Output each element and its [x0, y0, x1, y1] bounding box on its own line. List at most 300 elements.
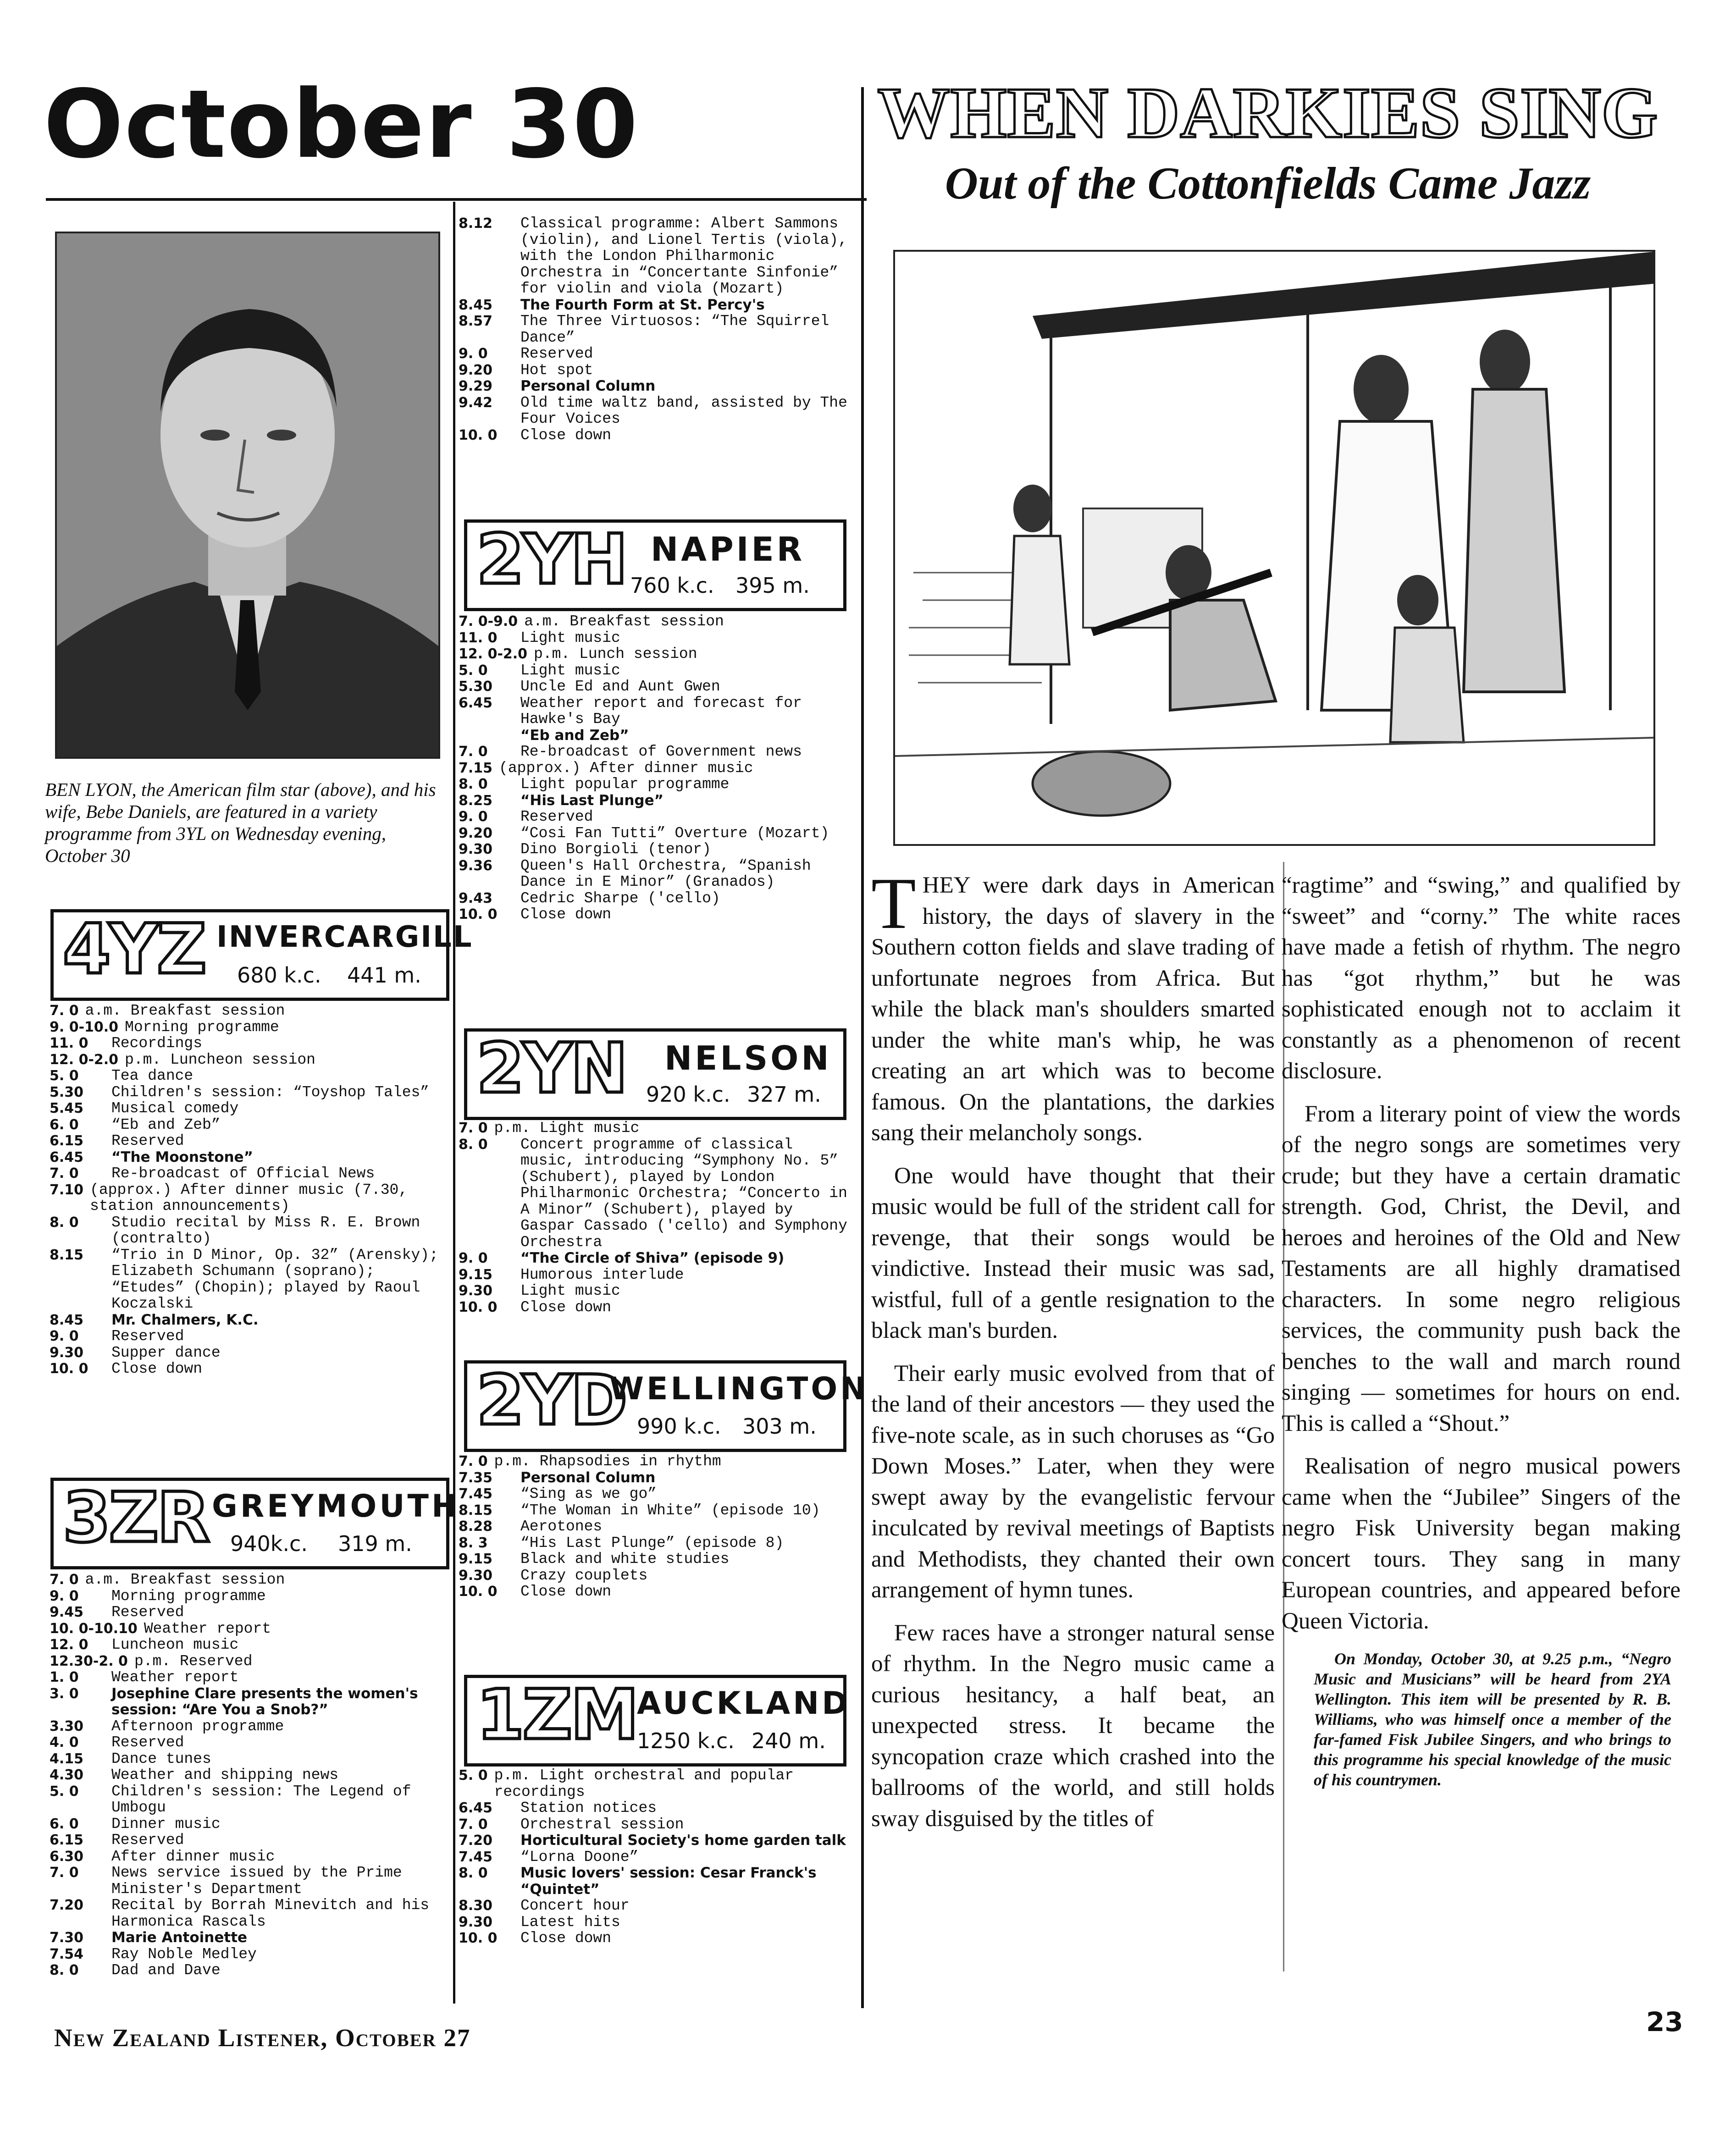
schedule-time: 7.10 — [50, 1181, 84, 1198]
schedule-time: 8.28 — [459, 1518, 493, 1535]
schedule-time: 5. 0 — [50, 1068, 79, 1084]
schedule-programme: Afternoon programme — [111, 1717, 284, 1735]
schedule-time: 9.30 — [459, 1567, 493, 1584]
schedule-time: 9. 0 — [459, 346, 488, 362]
schedule-programme: “The Woman in White” (episode 10) — [520, 1502, 820, 1519]
schedule-1zm — [459, 1767, 854, 1947]
station-call-sign: 2YN — [476, 1029, 626, 1109]
schedule-time: 8.12 — [459, 215, 493, 232]
schedule-time: 8. 3 — [459, 1535, 488, 1551]
schedule-row — [50, 1052, 443, 1068]
schedule-programme: Aerotones — [520, 1518, 603, 1535]
schedule-row — [459, 841, 854, 858]
schedule-row — [459, 1120, 854, 1137]
schedule-time — [459, 728, 520, 744]
schedule-programme: Station notices — [520, 1800, 657, 1816]
schedule-row — [50, 1133, 443, 1149]
station-frequency: 920 k.c. — [646, 1082, 730, 1107]
schedule-time: 9.36 — [459, 857, 493, 874]
date-heading: October 30 — [44, 70, 639, 179]
schedule-row — [459, 1833, 854, 1849]
schedule-programme: Dance tunes — [111, 1750, 211, 1767]
schedule-row — [50, 1604, 443, 1621]
schedule-row — [50, 1816, 443, 1833]
schedule-programme: Uncle Ed and Aunt Gwen — [520, 678, 720, 695]
schedule-time: 1. 0 — [50, 1669, 79, 1685]
schedule-time: 9.30 — [50, 1344, 84, 1361]
schedule-time: 7. 0 — [459, 744, 488, 760]
article-column-1 — [871, 862, 1275, 1846]
schedule-programme: Reserved — [520, 345, 593, 362]
schedule-row — [50, 1165, 443, 1182]
schedule-time: 12.30-2. 0 — [50, 1653, 128, 1669]
schedule-time: 9.30 — [459, 1914, 493, 1930]
schedule-programme: “Eb and Zeb” — [520, 727, 629, 744]
schedule-row — [459, 890, 854, 907]
schedule-programme: Close down — [520, 1298, 612, 1316]
schedule-row — [50, 1312, 443, 1329]
schedule-programme: Reserved — [111, 1734, 184, 1751]
schedule-programme: Light music — [520, 1282, 620, 1299]
schedule-row — [50, 1215, 443, 1247]
schedule-programme: “The Circle of Shiva” (episode 9) — [520, 1250, 785, 1266]
schedule-time: 4.30 — [50, 1767, 84, 1783]
schedule-time: 6.15 — [50, 1133, 84, 1149]
station-city: INVERCARGILL — [216, 920, 473, 954]
schedule-time: 7.45 — [459, 1849, 493, 1865]
schedule-2yd — [459, 1453, 854, 1600]
schedule-time: 7.45 — [459, 1486, 493, 1502]
schedule-programme: Weather report — [111, 1669, 239, 1686]
schedule-time: 9.15 — [459, 1266, 493, 1283]
station-frequency: 680 k.c. — [237, 963, 321, 988]
schedule-row — [50, 1100, 443, 1117]
schedule-time: 9.29 — [459, 378, 493, 394]
station-box-1zm — [464, 1675, 851, 1767]
schedule-programme: “Trio in D Minor, Op. 32” (Arensky); Elizabeth Schumann (soprano); “Etudes” (Chopin); played by Raoul Koczalski — [111, 1246, 438, 1312]
schedule-time: 5.30 — [50, 1084, 84, 1100]
schedule-row — [459, 1865, 854, 1898]
schedule-row — [50, 1328, 443, 1345]
station-wavelength: 327 m. — [747, 1082, 821, 1107]
schedule-programme: Classical programme: Albert Sammons (violin), and Lionel Tertis (viola), with the London Philharmonic Orchestra in “Concertante Sinfonie” for violin and viola (Mozart) — [520, 215, 847, 297]
station-city: AUCKLAND — [637, 1685, 851, 1722]
schedule-programme: Morning programme — [125, 1018, 279, 1036]
schedule-programme: Weather report — [144, 1620, 271, 1637]
cabin-illustration — [893, 250, 1655, 846]
schedule-programme: Close down — [520, 1583, 612, 1600]
schedule-row — [459, 1930, 854, 1947]
station-box-2yd — [464, 1360, 869, 1452]
schedule-row — [459, 1568, 854, 1584]
schedule-row — [459, 1453, 854, 1470]
schedule-programme: Cedric Sharpe ('cello) — [520, 889, 720, 907]
schedule-row — [50, 1849, 443, 1865]
station-box-3zr — [50, 1478, 460, 1569]
schedule-time: 9. 0 — [50, 1588, 79, 1604]
schedule-2yh — [459, 613, 854, 923]
schedule-programme: p.m. Light music — [494, 1120, 640, 1137]
schedule-row — [459, 378, 854, 395]
schedule-row — [459, 1283, 854, 1299]
schedule-row — [50, 1946, 443, 1963]
schedule-programme: Studio recital by Miss R. E. Brown (contralto) — [111, 1214, 420, 1247]
schedule-row — [50, 1345, 443, 1361]
schedule-row — [459, 427, 854, 444]
schedule-time: 5. 0 — [459, 1767, 488, 1783]
schedule-row — [50, 1361, 443, 1377]
schedule-row — [459, 728, 854, 744]
article-paragraph: One would have thought that their music would be full of the strident call for revenge, that their songs would be vindictive. Instead their music was sad, wistful, full of a gentle resignation to the black man's burden. — [871, 1163, 1275, 1343]
schedule-programme: Weather report and forecast for Hawke's Bay — [520, 694, 802, 728]
schedule-programme: Dino Borgioli (tenor) — [520, 841, 711, 858]
station-frequency: 990 k.c. — [637, 1414, 721, 1439]
station-city: NAPIER — [651, 530, 805, 569]
schedule-row — [459, 1535, 854, 1551]
schedule-programme: Light music — [520, 662, 620, 679]
schedule-programme: “The Moonstone” — [111, 1148, 253, 1165]
schedule-programme: Crazy couplets — [520, 1567, 648, 1584]
station-frequency: 760 k.c. — [630, 573, 714, 598]
schedule-programme: Reserved — [520, 808, 593, 825]
schedule-programme: Morning programme — [111, 1587, 266, 1605]
schedule-row — [50, 1019, 443, 1036]
schedule-row — [50, 1718, 443, 1735]
schedule-time: 7. 0 — [459, 1120, 488, 1136]
schedule-time: 5. 0 — [50, 1783, 79, 1800]
page-number: 23 — [1646, 2006, 1683, 2037]
station-call-sign: 2YH — [476, 520, 626, 600]
schedule-programme: “Lorna Doone” — [520, 1848, 639, 1866]
schedule-row — [459, 1486, 854, 1502]
schedule-time: 8.15 — [50, 1247, 84, 1263]
schedule-programme: Marie Antoinette — [111, 1929, 248, 1946]
schedule-time: 5.45 — [50, 1100, 84, 1116]
schedule-row — [459, 1551, 854, 1568]
schedule-time: 10. 0 — [459, 906, 498, 922]
schedule-time: 9.43 — [459, 890, 493, 906]
schedule-time: 5.30 — [459, 679, 493, 695]
schedule-time: 10. 0 — [459, 427, 498, 443]
illustration-drawing — [895, 252, 1653, 844]
schedule-time: 9. 0 — [50, 1328, 79, 1344]
schedule-programme: “His Last Plunge” (episode 8) — [520, 1534, 784, 1551]
schedule-row — [459, 776, 854, 793]
schedule-row — [459, 1800, 854, 1816]
schedule-time: 6.30 — [50, 1848, 84, 1865]
schedule-row — [459, 809, 854, 825]
schedule-programme: “Cosi Fan Tutti” Overture (Mozart) — [520, 824, 829, 842]
schedule-time: 9.30 — [459, 1283, 493, 1299]
schedule-row — [50, 1930, 443, 1946]
schedule-programme: Close down — [111, 1360, 203, 1377]
schedule-time: 8.57 — [459, 313, 493, 329]
schedule-row — [50, 1003, 443, 1019]
schedule-programme: Tea dance — [111, 1067, 194, 1084]
schedule-time: 7.20 — [459, 1833, 493, 1849]
schedule-row — [459, 1470, 854, 1486]
column-divider-1 — [453, 202, 455, 2004]
schedule-time: 8.45 — [459, 297, 493, 313]
schedule-row — [50, 1084, 443, 1101]
schedule-time: 7. 0 — [459, 1816, 488, 1833]
schedule-time: 10. 0 — [459, 1299, 498, 1315]
schedule-programme: Hot spot — [520, 361, 593, 379]
station-box-2yn — [464, 1028, 846, 1120]
schedule-time: 8. 0 — [459, 1865, 488, 1881]
schedule-time: 7. 0 — [50, 1572, 79, 1588]
schedule-programme: Close down — [520, 426, 612, 444]
schedule-row — [459, 346, 854, 362]
schedule-row — [459, 1518, 854, 1535]
schedule-time: 6.15 — [50, 1832, 84, 1848]
schedule-time: 6. 0 — [50, 1816, 79, 1832]
station-call-sign: 2YD — [476, 1361, 626, 1441]
schedule-time: 6.45 — [459, 695, 493, 711]
schedule-row — [459, 395, 854, 427]
article-subheadline: Out of the Cottonfields Came Jazz — [945, 158, 1591, 209]
schedule-programme: p.m. Luncheon session — [125, 1051, 315, 1068]
schedule-time: 11. 0 — [50, 1035, 88, 1051]
station-wavelength: 441 m. — [347, 963, 421, 988]
schedule-programme: Children's session: The Legend of Umbogu — [111, 1783, 411, 1816]
schedule-row — [50, 1182, 443, 1215]
schedule-time: 8.30 — [459, 1898, 493, 1914]
schedule-programme: Music lovers' session: Cesar Franck's “Quintet” — [520, 1865, 817, 1898]
schedule-row — [459, 613, 854, 630]
schedule-programme: Weather and shipping news — [111, 1767, 339, 1783]
article-paragraph: “ragtime” and “swing,” and qualified by “sweet” and “corny.” The white races have made a fetish of rhythm. The negro has “got rhythm,” but he was sophisticated enough not to acclaim it constantly as a phenomenon of recent disclosure. — [1282, 872, 1681, 1084]
schedule-time: 7.30 — [50, 1930, 84, 1946]
schedule-programme: (approx.) After dinner music — [499, 759, 753, 777]
station-frequency: 1250 k.c. — [637, 1728, 735, 1753]
schedule-programme: Recital by Borrah Minevitch and his Harmonica Rascals — [111, 1897, 430, 1930]
schedule-time: 4. 0 — [50, 1734, 79, 1750]
schedule-time: 9. 0 — [459, 1250, 488, 1266]
schedule-row — [459, 215, 854, 297]
schedule-time: 4.15 — [50, 1750, 84, 1767]
schedule-row — [50, 1247, 443, 1312]
schedule-row — [50, 1669, 443, 1686]
schedule-row — [50, 1734, 443, 1751]
schedule-row — [459, 1250, 854, 1267]
article-headline: WHEN DARKIES SING — [877, 73, 1659, 153]
schedule-row — [50, 1035, 443, 1052]
schedule-time: 10. 0 — [459, 1584, 498, 1600]
schedule-programme: a.m. Breakfast session — [85, 1571, 285, 1588]
schedule-programme: Latest hits — [520, 1913, 620, 1931]
schedule-programme: Recordings — [111, 1035, 203, 1052]
station-wavelength: 395 m. — [735, 573, 810, 598]
station-city: GREYMOUTH — [212, 1488, 460, 1524]
station-city: NELSON — [664, 1039, 832, 1077]
schedule-programme: “Sing as we go” — [520, 1485, 657, 1502]
schedule-time: 7.35 — [459, 1469, 493, 1486]
schedule-row — [50, 1767, 443, 1783]
schedule-row — [459, 760, 854, 777]
schedule-row — [459, 1137, 854, 1251]
schedule-time: 6.45 — [50, 1149, 84, 1165]
schedule-time: 10. 0 — [50, 1361, 88, 1377]
schedule-row — [459, 630, 854, 646]
schedule-programme: Dad and Dave — [111, 1962, 221, 1979]
schedule-row — [459, 1502, 854, 1519]
schedule-programme: Personal Column — [520, 378, 656, 394]
schedule-row — [459, 679, 854, 695]
schedule-programme: Reserved — [111, 1132, 184, 1149]
schedule-time: 8. 0 — [459, 1136, 488, 1153]
schedule-programme: News service issued by the Prime Minister's Department — [111, 1864, 402, 1898]
schedule-row — [50, 1783, 443, 1816]
schedule-time: 12. 0-2.0 — [50, 1051, 119, 1068]
schedule-time: 8. 0 — [50, 1214, 79, 1231]
schedule-row — [50, 1751, 443, 1767]
schedule-programme: Black and white studies — [520, 1551, 730, 1568]
schedule-row — [459, 695, 854, 728]
schedule-time: 11. 0 — [459, 629, 498, 646]
footer-publication: New Zealand Listener, October 27 — [54, 2024, 471, 2052]
schedule-time: 9.20 — [459, 825, 493, 841]
schedule-programme: “Eb and Zeb” — [111, 1116, 221, 1133]
schedule-programme: Close down — [520, 1930, 612, 1947]
schedule-row — [50, 1621, 443, 1637]
schedule-time: 9.45 — [50, 1604, 84, 1620]
column-divider-2 — [861, 87, 864, 2008]
schedule-programme: Luncheon music — [111, 1636, 239, 1653]
photo-caption: BEN LYON, the American film star (above), and his wife, Bebe Daniels, are featured in a variety programme from 3YL on Wednesday evening, October 30 — [45, 779, 436, 866]
schedule-time: 9.42 — [459, 394, 493, 411]
schedule-programme: Mr. Chalmers, K.C. — [111, 1311, 259, 1328]
schedule-row — [459, 1767, 854, 1800]
schedule-programme: Josephine Clare presents the women's session: “Are You a Snob?” — [111, 1685, 418, 1718]
schedule-programme: “His Last Plunge” — [520, 792, 663, 809]
schedule-time: 3.30 — [50, 1718, 84, 1734]
station-wavelength: 240 m. — [752, 1728, 826, 1753]
schedule-programme: Queen's Hall Orchestra, “Spanish Dance in E Minor” (Granados) — [520, 857, 811, 890]
schedule-row — [459, 1849, 854, 1866]
station-box-4yz — [50, 909, 473, 1001]
schedule-programme: Concert hour — [520, 1897, 630, 1914]
schedule-row — [459, 1267, 854, 1283]
article-paragraph: Few races have a stronger natural sense of rhythm. In the Negro music came a curious hesitancy, a half beat, an unexpected stress. It became the syncopation craze which crashed into the ballrooms of the world, and still holds sway disguised by the titles of — [871, 1620, 1275, 1832]
schedule-programme: Personal Column — [520, 1469, 656, 1486]
schedule-row — [459, 1299, 854, 1316]
schedule-programme: p.m. Rhapsodies in rhythm — [494, 1453, 721, 1470]
station-city: WELLINGTON — [609, 1371, 869, 1407]
schedule-time: 7.20 — [50, 1897, 84, 1913]
schedule-row — [459, 793, 854, 809]
station-frequency: 940k.c. — [230, 1531, 308, 1556]
schedule-row — [459, 1898, 854, 1914]
schedule-time: 7. 0 — [459, 1453, 488, 1469]
schedule-programme: Re-broadcast of Government news — [520, 743, 802, 760]
station-call-sign: 4YZ — [63, 910, 205, 989]
schedule-time: 7. 0 — [50, 1165, 79, 1181]
schedule-programme: Close down — [520, 906, 612, 923]
schedule-programme: Reserved — [111, 1328, 184, 1345]
schedule-row — [459, 1584, 854, 1600]
schedule-programme: a.m. Breakfast session — [524, 613, 724, 630]
schedule-programme: Children's session: “Toyshop Tales” — [111, 1083, 430, 1101]
schedule-row — [50, 1572, 443, 1588]
schedule-programme: Humorous interlude — [520, 1266, 684, 1283]
schedule-time: 12. 0-2.0 — [459, 646, 528, 662]
schedule-programme: Reserved — [111, 1832, 184, 1849]
schedule-time: 9.20 — [459, 362, 493, 378]
schedule-time: 8.45 — [50, 1312, 84, 1328]
schedule-time: 7.15 — [459, 760, 493, 776]
schedule-row — [459, 744, 854, 760]
schedule-programme: p.m. Light orchestral and popular recordings — [494, 1767, 794, 1800]
station-call-sign: 1ZM — [476, 1675, 637, 1755]
schedule-row — [459, 662, 854, 679]
schedule-programme: Musical comedy — [111, 1100, 239, 1117]
schedule-row — [459, 313, 854, 346]
schedule-programme: Reserved — [111, 1604, 184, 1621]
schedule-programme: Old time waltz band, assisted by The Four Voices — [520, 394, 847, 427]
schedule-programme: Concert programme of classical music, introducing “Symphony No. 5” (Schubert), played by London Philharmonic Orchestra; “Concerto in A Minor” (Schubert), played by Gaspar Cassado ('cello) and Symphony Orchestra — [520, 1136, 847, 1251]
schedule-time: 5. 0 — [459, 662, 488, 679]
schedule-4yz — [50, 1003, 443, 1377]
schedule-row — [50, 1068, 443, 1084]
schedule-programme: The Three Virtuosos: “The Squirrel Dance” — [520, 313, 829, 346]
schedule-programme: Ray Noble Medley — [111, 1945, 257, 1963]
schedule-programme: The Fourth Form at St. Percy's — [520, 296, 765, 313]
schedule-time: 9. 0-10.0 — [50, 1019, 119, 1035]
drop-cap: T — [871, 862, 916, 944]
schedule-row — [459, 646, 854, 662]
schedule-programme: Orchestral session — [520, 1816, 684, 1833]
schedule-time: 12. 0 — [50, 1637, 88, 1653]
article-paragraph: Realisation of negro musical powers came when the “Jubilee” Singers of the negro Fisk University began making concert tours. They sang in many European countries, and appeared before Queen Victoria. — [1282, 1453, 1681, 1634]
schedule-time: 9. 0 — [459, 809, 488, 825]
schedule-programme: Horticultural Society's home garden talk — [520, 1832, 846, 1849]
article-paragraph: From a literary point of view the words of the negro songs are sometimes very crude; but they have a certain dramatic strength. God, Christ, the Devil, and heroes and heroines of the Old and New Testaments are all highly dramatised characters. In some negro religious services, the community push back the benches to the wall and march round singing — sometimes for hours on end. This is called a “Shout.” — [1282, 1101, 1681, 1436]
schedule-time: 9.15 — [459, 1551, 493, 1567]
article-column-2 — [1282, 870, 1681, 1790]
schedule-programme: After dinner music — [111, 1848, 275, 1865]
schedule-programme: Re-broadcast of Official News — [111, 1165, 375, 1182]
schedule-3zr — [50, 1572, 443, 1979]
schedule-time: 8.25 — [459, 792, 493, 809]
schedule-time: 3. 0 — [50, 1685, 79, 1702]
schedule-programme: Supper dance — [111, 1344, 221, 1361]
schedule-programme: Light music — [520, 629, 620, 646]
schedule-3yl-continued — [459, 215, 854, 443]
schedule-row — [50, 1897, 443, 1930]
schedule-row — [459, 825, 854, 842]
schedule-row — [459, 906, 854, 923]
schedule-row — [50, 1637, 443, 1653]
schedule-programme: Light popular programme — [520, 776, 730, 793]
schedule-programme: Dinner music — [111, 1815, 221, 1833]
article-paragraph: Their early music evolved from that of the land of their ancestors — they used the five-note scale, as in such choruses as “Go Down Moses.” Later, when they were swept away by the evangelistic fervour inculcated by revival meetings of Baptists and Methodists, they chanted their own arrangement of hymn tunes. — [871, 1360, 1275, 1603]
schedule-row — [459, 362, 854, 379]
schedule-time: 8.15 — [459, 1502, 493, 1518]
schedule-programme: p.m. Reserved — [134, 1652, 253, 1670]
schedule-programme: (approx.) After dinner music (7.30, station announcements) — [90, 1181, 408, 1215]
schedule-row — [50, 1832, 443, 1849]
schedule-time: 8. 0 — [459, 776, 488, 792]
broadcast-note: On Monday, October 30, at 9.25 p.m., “Negro Music and Musicians” will be heard from 2YA Wellington. This item will be presented by R. B. Williams, who was himself once a member of the far-famed Fisk Jubilee Singers, and who brings to this programme his special knowledge of the music of his countrymen. — [1314, 1650, 1671, 1789]
schedule-time: 6. 0 — [50, 1116, 79, 1133]
schedule-row — [50, 1686, 443, 1718]
schedule-row — [50, 1653, 443, 1670]
schedule-time: 7.54 — [50, 1946, 84, 1962]
schedule-row — [459, 297, 854, 314]
schedule-2yn — [459, 1120, 854, 1315]
schedule-row — [459, 1914, 854, 1931]
